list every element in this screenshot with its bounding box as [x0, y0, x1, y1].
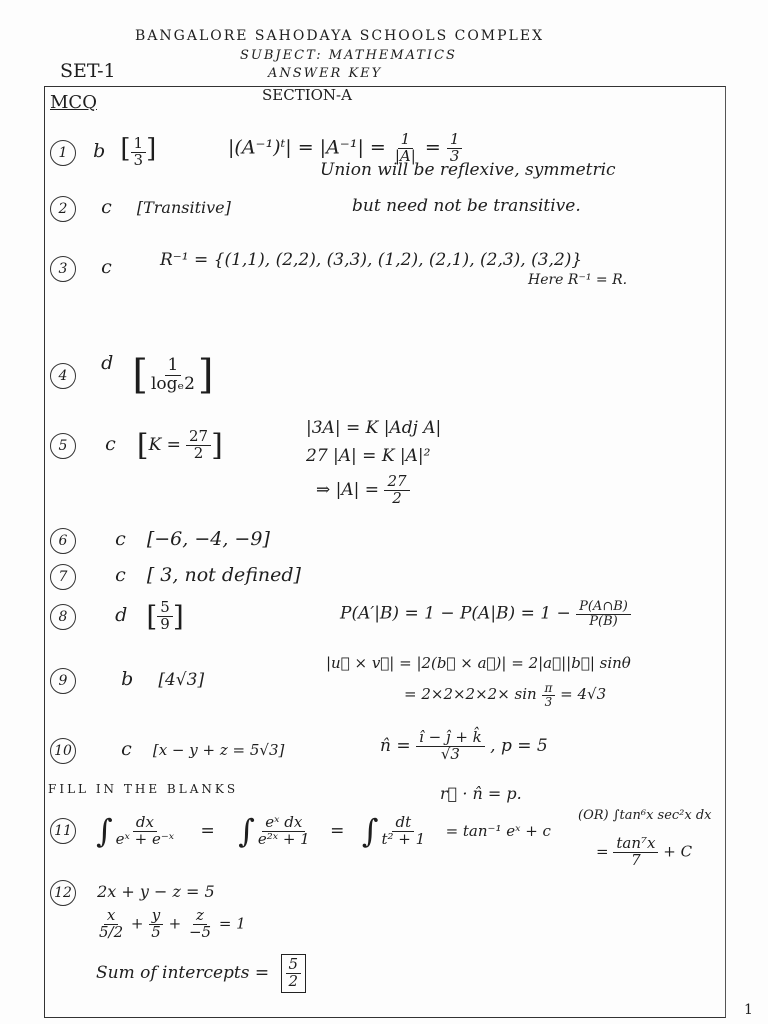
- question-5: 5 c [K = $\frac{27}{2}$ ]: [50, 428, 223, 463]
- work-2: Union will be reflexive, symmetric: [320, 160, 616, 180]
- work-10: n̂ = $\frac{î - ĵ + k̂}{√3}$ , p = 5: [380, 728, 548, 763]
- question-number: 5: [50, 433, 76, 459]
- answer: [x − y + z = 5√3]: [152, 741, 285, 759]
- work-1: |(A⁻¹)ᵗ| = |A⁻¹| = $\frac{1}{|A|}$ = $\frac{1}{3}$: [228, 132, 462, 165]
- work-11: ∫ $\frac{dx}{\text{eˣ + e⁻ˣ}}$ = ∫ $\frac{\text{eˣ dx}}{\text{e²ˣ + 1}}$ = ∫ $\frac{dt}{\text{t² + 1}}$ = tan⁻¹ eˣ + c: [96, 812, 551, 850]
- question-2: 2 c [Transitive]: [50, 196, 231, 222]
- question-number: 8: [50, 604, 76, 630]
- set-label: SET-1: [60, 60, 116, 82]
- work-5c: ⇒ |A| = $\frac{27}{2}$: [316, 474, 410, 507]
- work-11-or: (OR) ∫tan⁶x sec²x dx: [578, 808, 712, 823]
- work-9b: = 2×2×2×2× sin $\frac{\pi}{3}$ = 4√3: [404, 681, 607, 709]
- question-number: 7: [50, 564, 76, 590]
- work-3-note: Here R⁻¹ = R.: [528, 272, 628, 288]
- question-9: 9 b [4√3]: [50, 668, 204, 694]
- work-11-alt: = $\frac{\text{tan⁷x}}{7}$ + C: [596, 834, 693, 869]
- section-label: SECTION-A: [262, 86, 352, 104]
- question-number: 4: [50, 363, 76, 389]
- answer: [4√3]: [158, 670, 205, 690]
- question-1: 1 b [ $\frac{1}{3}$ ]: [50, 134, 156, 169]
- question-number: 9: [50, 668, 76, 694]
- work-8: P(A′|B) = 1 − P(A|B) = 1 − $\frac{P(A\cap B)}{P(B)}$: [340, 600, 631, 628]
- question-3: 3 c: [50, 256, 112, 282]
- option: b: [93, 140, 106, 162]
- work-3: R⁻¹ = {(1,1), (2,2), (3,3), (1,2), (2,1), (2,3), (3,2)}: [160, 250, 583, 270]
- question-6: 6 c [−6, −4, −9]: [50, 528, 270, 554]
- question-number: 1: [50, 140, 76, 166]
- subject-heading: SUBJECT: MATHEMATICS: [240, 48, 457, 63]
- question-number: 11: [50, 818, 76, 844]
- work-12-intercepts: $\frac{x}{5/2}$ + $\frac{y}{5}$ + $\frac{z}{-5}$ = 1: [99, 906, 246, 941]
- question-number: 12: [50, 880, 76, 906]
- answer: [Transitive]: [136, 198, 231, 217]
- work-5a: |3A| = K |Adj A|: [306, 418, 442, 438]
- fill-blanks-label: FILL IN THE BLANKS: [48, 782, 239, 796]
- question-4: 4 d [ $\frac{1}{\text{logₑ2}}$ ]: [50, 352, 214, 398]
- work-2b: but need not be transitive.: [352, 196, 581, 216]
- question-10: 10 c [x − y + z = 5√3]: [50, 738, 284, 764]
- work-12-sum: Sum of intercepts = $\frac{5}{2}$: [96, 954, 306, 993]
- question-number: 3: [50, 256, 76, 282]
- question-11: [50, 818, 76, 844]
- answer: [ 3, not defined]: [146, 564, 301, 586]
- work-10b: r⃗ · n̂ = p.: [440, 784, 522, 803]
- page-number: 1: [744, 1002, 753, 1018]
- question-number: 2: [50, 196, 76, 222]
- question-7: 7 c [ 3, not defined]: [50, 564, 301, 590]
- answer-key-title: ANSWER KEY: [268, 66, 383, 81]
- answer-fraction: $\frac{1}{3}$: [131, 136, 147, 169]
- work-9a: |u⃗ × v⃗| = |2(b⃗ × a⃗)| = 2|a⃗||b⃗| sinθ: [326, 654, 631, 672]
- work-5b: 27 |A| = K |A|²: [306, 446, 431, 466]
- question-number: 6: [50, 528, 76, 554]
- question-number: 10: [50, 738, 76, 764]
- answer-fraction: $\frac{1}{\text{logₑ2}}$: [150, 354, 195, 394]
- question-8: 8 d [ $\frac{5}{9}$ ]: [50, 600, 184, 633]
- school-name: BANGALORE SAHODAYA SCHOOLS COMPLEX: [135, 28, 545, 44]
- question-12: 12 2x + y − z = 5: [50, 880, 215, 906]
- answer: [−6, −4, −9]: [146, 528, 270, 550]
- mcq-label: MCQ: [50, 92, 97, 113]
